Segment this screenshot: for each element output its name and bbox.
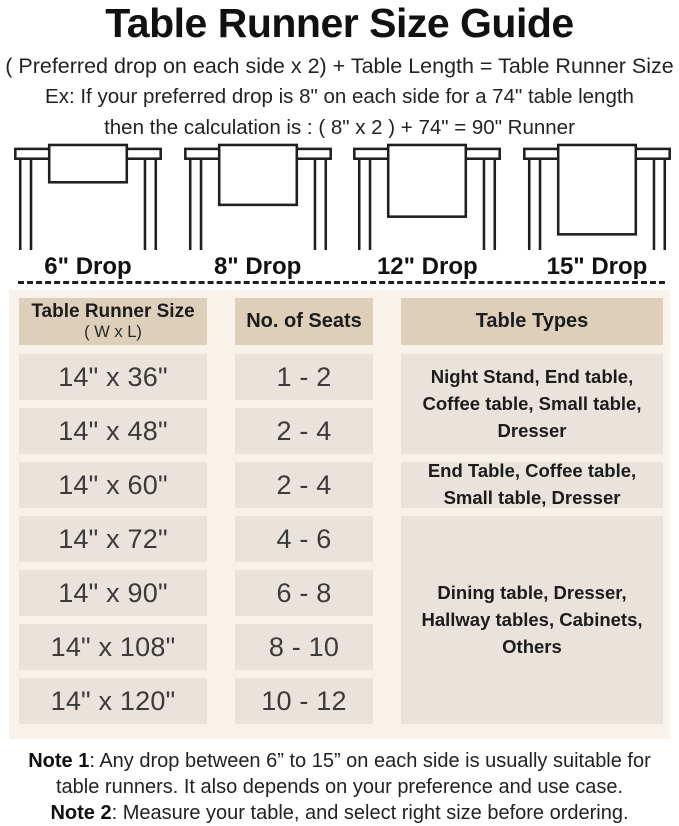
- size-cell: 14" x 90": [19, 570, 207, 616]
- formula-text: ( Preferred drop on each side x 2) + Table Length = Table Runner Size: [5, 53, 674, 78]
- column-runner-size: [19, 298, 207, 724]
- drop-label-6in: 6" Drop: [44, 253, 132, 281]
- size-guide-panel: [9, 290, 670, 739]
- drop-label-12in: 12" Drop: [376, 253, 478, 281]
- table-runner-diagram-icon: [521, 143, 673, 253]
- dashed-divider: [18, 281, 665, 284]
- header-runner-size: [19, 298, 207, 345]
- example-line-1: Ex: If your preferred drop is 8" on each side for a 74" table length: [45, 84, 634, 108]
- note-1-label: Note 1: [28, 750, 90, 773]
- seats-cell: 4 - 6: [235, 516, 373, 562]
- column-seats: [235, 298, 373, 724]
- drop-illustrations: [0, 140, 679, 280]
- header-seats-title: No. of Seats: [246, 310, 362, 333]
- note-1-line-1: [8, 748, 671, 774]
- example-line-2: then the calculation is : ( 8" x 2 ) + 74" = 90" Runner: [104, 115, 575, 139]
- size-cell: 14" x 108": [19, 624, 207, 670]
- note-1-line-2: [8, 774, 671, 800]
- size-guide-table: [19, 298, 663, 724]
- note-1-text-1: : Any drop between 6” to 15” on each side is usually suitable for: [89, 750, 651, 773]
- seats-cell: 6 - 8: [235, 570, 373, 616]
- seats-cell: 2 - 4: [235, 408, 373, 454]
- size-cell: 14" x 36": [19, 354, 207, 400]
- note-2-line: [8, 800, 671, 826]
- table-illustration-15in: [521, 143, 673, 280]
- table-types-cell-large: Dining table, Dresser, Hallway tables, Cabinets, Others: [401, 516, 663, 724]
- size-cell: 14" x 48": [19, 408, 207, 454]
- note-1-text-2: table runners. It also depends on your preference and use case.: [55, 776, 624, 799]
- table-types-cell-small: Night Stand, End table, Coffee table, Small table, Dresser: [401, 354, 663, 454]
- seats-cell: 8 - 10: [235, 624, 373, 670]
- size-cell: 14" x 60": [19, 462, 207, 508]
- page-title: Table Runner Size Guide: [105, 0, 574, 46]
- header-runner-size-sub: ( W x L): [84, 323, 142, 342]
- size-cell: 14" x 120": [19, 678, 207, 724]
- table-runner-diagram-icon: [351, 143, 503, 253]
- seats-cell: 10 - 12: [235, 678, 373, 724]
- header-section: [0, 0, 679, 140]
- seats-cell: 2 - 4: [235, 462, 373, 508]
- header-runner-size-title: Table Runner Size: [31, 301, 195, 323]
- table-illustration-12in: [351, 143, 503, 280]
- size-cell: 14" x 72": [19, 516, 207, 562]
- header-seats: [235, 298, 373, 345]
- header-table-types-title: Table Types: [475, 310, 589, 333]
- seats-cell: 1 - 2: [235, 354, 373, 400]
- table-runner-diagram-icon: [182, 143, 334, 253]
- note-2-text: : Measure your table, and select right size before ordering.: [111, 802, 629, 825]
- table-types-cell-medium: End Table, Coffee table, Small table, Dresser: [401, 462, 663, 508]
- drop-label-15in: 15" Drop: [546, 253, 648, 281]
- header-table-types: [401, 298, 663, 345]
- drop-label-8in: 8" Drop: [213, 253, 302, 281]
- note-2-label: Note 2: [50, 802, 112, 825]
- column-table-types: [401, 298, 663, 724]
- table-illustration-8in: [182, 143, 334, 280]
- table-runner-diagram-icon: [12, 143, 164, 253]
- notes-section: [0, 739, 679, 826]
- table-illustration-6in: [12, 143, 164, 280]
